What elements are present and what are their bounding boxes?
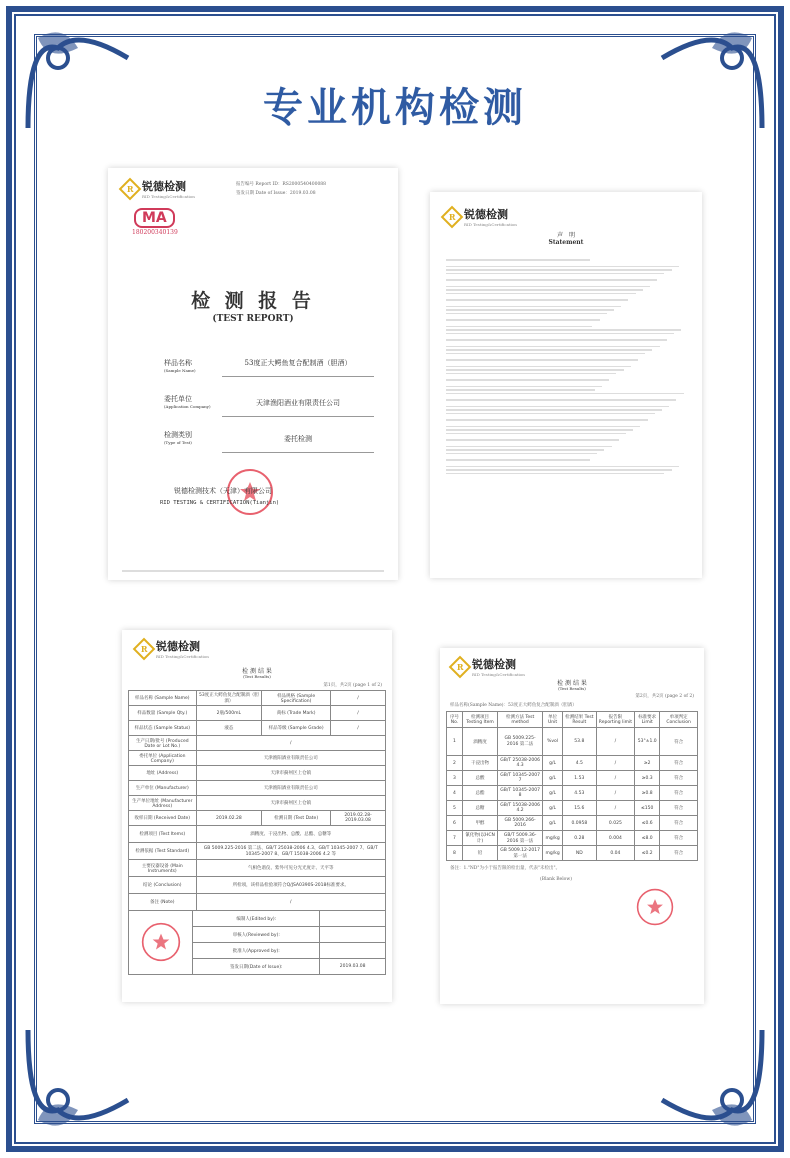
- cover-fields-0-label: 样品名称: [164, 359, 192, 367]
- column-header: 报告限 Reporting limit: [596, 712, 635, 728]
- table-row: [129, 736, 386, 751]
- logo-diamond-icon: R: [133, 637, 156, 660]
- table-cell: 铅: [462, 846, 497, 861]
- table-cell: 样品数量 (Sample Qty.): [129, 706, 197, 721]
- table-cell: [320, 911, 386, 927]
- logo: [136, 638, 209, 659]
- statement-heading_en: Statement: [548, 239, 584, 246]
- table-cell: [320, 943, 386, 959]
- logo: [452, 656, 525, 677]
- table-cell: 符合: [660, 801, 698, 816]
- table-cell: g/L: [543, 771, 563, 786]
- cover-fields-2-label_en: (Type of Test): [164, 440, 192, 445]
- table-cell: 甲醇: [462, 816, 497, 831]
- table-cell: ≤0.6: [635, 816, 660, 831]
- table-cell: 所检项，该样品检验项符合Q/JSA0390S-2018标准要求。: [196, 877, 385, 894]
- cma-mark-icon: MA: [134, 208, 175, 228]
- table-cell: %vol: [543, 728, 563, 756]
- table-row: [129, 766, 386, 781]
- statement-line: [446, 386, 602, 388]
- table-row: [129, 860, 386, 877]
- table-cell: 总糖: [462, 801, 497, 816]
- results2-sample: 样品名称(Sample Name)：53度正大鳄鱼复合配制酒（胆酒）: [450, 703, 577, 708]
- statement-line: [446, 429, 633, 431]
- statement-line: [446, 359, 638, 361]
- results2-note: 备注：1."ND"为小于报告限的检出量，代表"未检出"。: [450, 866, 561, 871]
- table-cell: /: [596, 786, 635, 801]
- table-cell: 生产单位地址 (Manufacturer Address): [129, 796, 197, 811]
- table-cell: 符合: [660, 771, 698, 786]
- table-cell: 委托单位 (Application Company): [129, 751, 197, 766]
- statement-line: [446, 379, 609, 381]
- logo: [122, 178, 195, 199]
- cover-company: 锐德检测技术（天津）有限公司: [174, 487, 272, 495]
- table-cell: GB/T 10345-2007 7: [498, 771, 543, 786]
- table-cell: ≤150: [635, 801, 660, 816]
- results2-end: (Blank Below): [540, 877, 572, 882]
- statement-line: [446, 446, 612, 448]
- results-table-1: [128, 690, 386, 911]
- table-cell: 样品等级 (Sample Grade): [262, 721, 331, 736]
- table-cell: 6: [447, 816, 463, 831]
- results2-heading: 检 测 结 果: [557, 680, 587, 687]
- table-cell: GB 5009.12-2017 第一法: [498, 846, 543, 861]
- statement-line: [446, 439, 619, 441]
- field-sample-name: [164, 358, 374, 394]
- statement-line: [446, 289, 643, 291]
- table-cell: 样品规格 (Sample Specification): [262, 691, 331, 706]
- table-cell: 0.28: [563, 831, 596, 846]
- table-cell: 天津渔阳酒业有限责任公司: [196, 751, 385, 766]
- table-cell: /: [196, 736, 385, 751]
- cover-report_id: 报告编号 Report ID：RS2000540400088: [236, 182, 327, 187]
- table-row: [129, 811, 386, 826]
- results2-page: 第2页，共2页 (page 2 of 2): [635, 694, 694, 699]
- cover-heading: 检 测 报 告: [191, 290, 315, 312]
- seal-cell: [129, 911, 193, 975]
- statement-line: [446, 426, 640, 428]
- inspection-seal-icon: [636, 888, 674, 926]
- cover-fields-0-label_en: (Sample Name): [164, 368, 196, 373]
- table-row: [129, 894, 386, 911]
- table-cell: 符合: [660, 816, 698, 831]
- table-cell: 53°±1.0: [635, 728, 660, 756]
- table-cell: 5: [447, 801, 463, 816]
- table-cell: 1: [447, 728, 463, 756]
- table-row: [129, 751, 386, 766]
- cover-issue_date: 签发日期 Date of Issue：2019.03.08: [236, 191, 316, 196]
- table-cell: [320, 927, 386, 943]
- table-cell: GB/T 25038-2006 4.3: [498, 756, 543, 771]
- table-cell: 检测依据 (Test Standard): [129, 843, 197, 860]
- statement-line: [446, 389, 595, 391]
- statement-heading: 声 明: [556, 232, 575, 239]
- table-cell: 天津市蓟州区上仓镇: [196, 766, 385, 781]
- column-header: 序号 No.: [447, 712, 463, 728]
- table-cell: GB/T 10345-2007 8: [498, 786, 543, 801]
- table-row: [129, 843, 386, 860]
- column-header: 检测项目 Testing Item: [462, 712, 497, 728]
- table-cell: GB/T 5009.36-2016 第一法: [498, 831, 543, 846]
- statement-line: [446, 286, 650, 288]
- column-header: 单位 Unit: [543, 712, 563, 728]
- statement-line: [446, 353, 645, 355]
- table-cell: mg/kg: [543, 846, 563, 861]
- table-row: [447, 846, 698, 861]
- table-cell: ≥0.8: [635, 786, 660, 801]
- cover-cma_number: 180200340139: [132, 229, 178, 236]
- table-cell: 2: [447, 756, 463, 771]
- logo-name: 锐德检测: [142, 180, 186, 193]
- table-cell: /: [331, 691, 386, 706]
- results-page-2: [440, 648, 704, 1004]
- table-cell: GB/T 15038-2006 4.2: [498, 801, 543, 816]
- statement-line: [446, 326, 592, 328]
- logo-sub: RID Testing&Certification: [464, 222, 517, 227]
- logo-sub: RID Testing&Certification: [142, 194, 195, 199]
- table-row: [129, 721, 386, 736]
- table-cell: /: [331, 721, 386, 736]
- results1-heading: 检 测 结 果: [242, 668, 272, 675]
- table-cell: 符合: [660, 786, 698, 801]
- statement-line: [446, 259, 590, 261]
- table-cell: 检测项目 (Test Items): [129, 826, 197, 843]
- table-cell: 符合: [660, 728, 698, 756]
- table-row: [447, 728, 698, 756]
- statement-line: [446, 273, 664, 275]
- table-cell: ≤0.2: [635, 846, 660, 861]
- table-cell: 符合: [660, 756, 698, 771]
- statement-line: [446, 279, 657, 281]
- table-cell: /: [196, 894, 385, 911]
- report-cover-page: [108, 168, 398, 580]
- table-cell: 干浸出物: [462, 756, 497, 771]
- table-cell: 0.04: [596, 846, 635, 861]
- statement-line: [446, 319, 600, 321]
- page-title: 专业机构检测: [263, 85, 527, 131]
- statement-line: [446, 419, 648, 421]
- statement-line: [446, 349, 652, 351]
- table-cell: mg/kg: [543, 831, 563, 846]
- field-type-of-test: [164, 430, 374, 466]
- table-cell: 结论 (Conclusion): [129, 877, 197, 894]
- table-cell: g/L: [543, 801, 563, 816]
- table-cell: 0.025: [596, 816, 635, 831]
- statement-line: [446, 406, 669, 408]
- statement-line: [446, 339, 667, 341]
- table-cell: 检测日期 (Test Date): [262, 811, 331, 826]
- statement-line: [446, 413, 655, 415]
- table-cell: GB 5009.225-2016 第二法、GB/T 25038-2006 4.3、GB/T 10345-2007 7、GB/T 10345-2007 8、GB/T 15038-2006 4.2 等: [196, 843, 385, 860]
- statement-line: [446, 393, 684, 395]
- table-cell: GB 5009.225-2016 第二法: [498, 728, 543, 756]
- table-cell: g/L: [543, 756, 563, 771]
- table-cell: 4.5: [563, 756, 596, 771]
- table-cell: 4.53: [563, 786, 596, 801]
- table-row: [129, 796, 386, 811]
- table-row: [129, 911, 386, 927]
- table-cell: 总酸: [462, 771, 497, 786]
- table-cell: 天津市蓟州区上仓镇: [196, 796, 385, 811]
- table-cell: 53度正大鳄鱼复合配制酒（胆酒）: [196, 691, 262, 706]
- inspection-seal-icon: [141, 922, 181, 962]
- statement-line: [446, 266, 679, 268]
- table-cell: 4: [447, 786, 463, 801]
- results-page-1: [122, 630, 392, 1002]
- table-cell: 0.004: [596, 831, 635, 846]
- statement-line: [446, 399, 676, 401]
- table-cell: /: [331, 706, 386, 721]
- logo-sub: RID Testing&Certification: [156, 654, 209, 659]
- table-row: [447, 771, 698, 786]
- table-cell: 酒精度、干浸出物、总酸、总酯、总糖等: [196, 826, 385, 843]
- table-cell: 备注 (Note): [129, 894, 197, 911]
- table-cell: 商标 (Trade Mark): [262, 706, 331, 721]
- column-header: 检测方法 Test method: [498, 712, 543, 728]
- statement-line: [446, 409, 662, 411]
- table-cell: ≥2: [635, 756, 660, 771]
- logo: [444, 206, 517, 227]
- table-cell: 生产单位 (Manufacturer): [129, 781, 197, 796]
- table-header: [447, 712, 698, 728]
- table-row: [447, 756, 698, 771]
- table-cell: 酒精度: [462, 728, 497, 756]
- table-row: [447, 801, 698, 816]
- table-row: [129, 781, 386, 796]
- table-cell: 主要仪器设备 (Main Instruments): [129, 860, 197, 877]
- statement-line: [446, 453, 597, 455]
- table-cell: 总酯: [462, 786, 497, 801]
- table-cell: 符合: [660, 846, 698, 861]
- table-row: [447, 816, 698, 831]
- statement-line: [446, 329, 681, 331]
- table-cell: 15.6: [563, 801, 596, 816]
- cover-fields-2-label: 检测类别: [164, 431, 192, 439]
- statement-line: [446, 449, 604, 451]
- table-cell: 0.0958: [563, 816, 596, 831]
- table-cell: 液态: [196, 721, 262, 736]
- table-cell: /: [596, 728, 635, 756]
- field-application-company: [164, 394, 374, 430]
- statement-line: [446, 469, 672, 471]
- table-cell: 2019.03.08: [320, 959, 386, 975]
- table-cell: 7: [447, 831, 463, 846]
- table-cell: ≤8.0: [635, 831, 660, 846]
- table-cell: 1.53: [563, 771, 596, 786]
- logo-name: 锐德检测: [472, 658, 516, 671]
- table-cell: ND: [563, 846, 596, 861]
- logo-name: 锐德检测: [464, 208, 508, 221]
- table-cell: 生产日期/批号 (Produced Date or Lot No.): [129, 736, 197, 751]
- statement-page: [430, 192, 702, 578]
- table-row: [129, 877, 386, 894]
- statement-line: [446, 466, 679, 468]
- results-table-2: [446, 711, 698, 861]
- cover-fields-1-label_en: (Application Company): [164, 404, 211, 409]
- statement-line: [446, 459, 590, 461]
- corner-ornament-icon: [652, 1020, 772, 1140]
- signature-table: [128, 910, 386, 975]
- table-cell: 编制人(Edited by):: [193, 911, 320, 927]
- column-header: 单项判定 Conclusion: [660, 712, 698, 728]
- table-cell: 氰化物(以HCN计): [462, 831, 497, 846]
- statement-line: [446, 309, 614, 311]
- table-cell: g/L: [543, 786, 563, 801]
- statement-line: [446, 433, 626, 435]
- results2-heading_en: (Test Results): [558, 686, 586, 691]
- table-row: [129, 691, 386, 706]
- table-cell: /: [596, 771, 635, 786]
- logo-diamond-icon: R: [449, 655, 472, 678]
- table-cell: 样品名称 (Sample Name): [129, 691, 197, 706]
- cover-fields-1-label: 委托单位: [164, 395, 192, 403]
- statement-line: [446, 333, 674, 335]
- table-cell: /: [596, 801, 635, 816]
- table-cell: 符合: [660, 831, 698, 846]
- statement-line: [446, 306, 621, 308]
- table-cell: g/L: [543, 816, 563, 831]
- table-cell: 收样日期 (Received Date): [129, 811, 197, 826]
- table-row: [447, 786, 698, 801]
- table-cell: /: [596, 756, 635, 771]
- table-cell: 地址 (Address): [129, 766, 197, 781]
- logo-name: 锐德检测: [156, 640, 200, 653]
- table-row: [129, 706, 386, 721]
- corner-ornament-icon: [18, 1020, 138, 1140]
- table-cell: 2019.02.28: [196, 811, 262, 826]
- column-header: 标准要求 Limit: [635, 712, 660, 728]
- cover-fields-1-value: 天津渔阳酒业有限责任公司: [222, 398, 374, 417]
- table-cell: ≥0.3: [635, 771, 660, 786]
- statement-line: [446, 299, 628, 301]
- table-cell: 2瓶/500mL: [196, 706, 262, 721]
- statement-line: [446, 346, 660, 348]
- statement-line: [446, 366, 631, 368]
- logo-diamond-icon: R: [119, 177, 142, 200]
- logo-sub: RID Testing&Certification: [472, 672, 525, 677]
- cover-fields-0-value: 53度正大鳄鱼复合配制酒（胆酒）: [222, 358, 374, 377]
- table-cell: 2019.02.28-2019.03.08: [331, 811, 386, 826]
- statement-line: [446, 269, 672, 271]
- statement-line: [446, 373, 616, 375]
- column-header: 检测结果 Test Result: [563, 712, 596, 728]
- table-cell: 8: [447, 846, 463, 861]
- table-row: [447, 831, 698, 846]
- table-cell: 3: [447, 771, 463, 786]
- cover-fields-2-value: 委托检测: [222, 434, 374, 453]
- statement-line: [446, 313, 607, 315]
- statement-line: [446, 293, 636, 295]
- table-cell: 天津渔阳酒业有限责任公司: [196, 781, 385, 796]
- table-cell: 审核人(Reviewed by):: [193, 927, 320, 943]
- cover-company_en: RID TESTING & CERTIFICATION(Tianjin): [160, 500, 280, 506]
- statement-line: [446, 473, 664, 475]
- statement-text: [446, 254, 686, 476]
- results1-page: 第1页，共2页 (page 1 of 2): [323, 683, 382, 688]
- table-cell: GB 5009.266-2016: [498, 816, 543, 831]
- results1-heading_en: (Test Results): [243, 674, 271, 679]
- table-cell: 53.8: [563, 728, 596, 756]
- table-cell: 签发日期(Date of Issue):: [193, 959, 320, 975]
- cover-heading_en: (TEST REPORT): [212, 314, 294, 324]
- table-cell: 批准人(Approved by):: [193, 943, 320, 959]
- statement-line: [446, 369, 624, 371]
- logo-diamond-icon: R: [441, 205, 464, 228]
- table-cell: 样品状态 (Sample Status): [129, 721, 197, 736]
- table-cell: 气相色谱仪、紫外可见分光光度计、天平等: [196, 860, 385, 877]
- table-row: [129, 826, 386, 843]
